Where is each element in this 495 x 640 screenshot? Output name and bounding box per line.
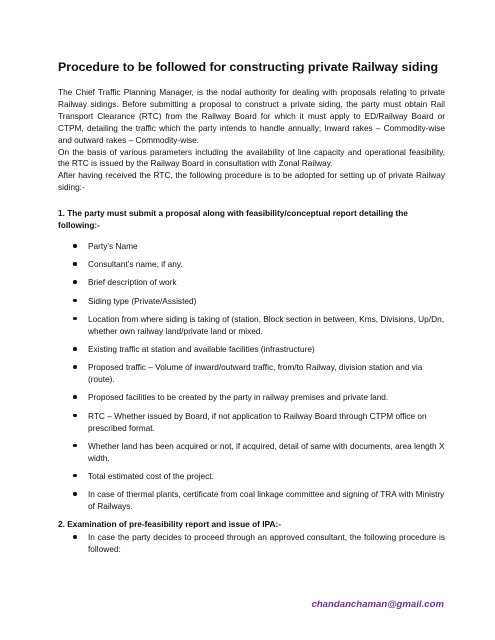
bullet-icon bbox=[73, 365, 77, 369]
section-2-heading: 2. Examination of pre-feasibility report and issue of IPA:- bbox=[58, 519, 281, 529]
section-2-list-item bbox=[58, 531, 445, 555]
list-item bbox=[58, 343, 445, 355]
bullet-icon bbox=[73, 444, 77, 448]
list-item-text: Existing traffic at station and available facilities (infrastructure) bbox=[88, 343, 315, 354]
bullet-icon bbox=[73, 535, 77, 539]
list-item bbox=[58, 361, 445, 385]
list-item bbox=[58, 391, 445, 403]
bullet-icon bbox=[73, 317, 77, 321]
bullet-icon bbox=[73, 395, 77, 399]
intro-paragraph: The Chief Traffic Planning Manager, is the nodal authority for dealing with proposals relating to private Railway sidings. Before submitting a proposal to construct a private siding, the party must obtain Rail Transport Clearance (RTC) from the Railway Board for which it must apply to ED/Railway Board or CTPM, detailing the traffic which the party intends to handle annually; Inward rakes – Commodity-wise and outward rakes – Commodity-wise. bbox=[58, 87, 445, 145]
bullet-icon bbox=[73, 492, 77, 496]
list-item-text: Proposed traffic – Volume of inward/outward traffic, from/to Railway, division station and via (route). bbox=[88, 362, 423, 385]
list-item bbox=[58, 470, 445, 482]
bullet-icon bbox=[73, 474, 77, 478]
intro-paragraph: On the basis of various parameters including the availability of line capacity and operational feasibility, the RTC is issued by the Railway Board in consultation with Zonal Railway. bbox=[58, 146, 445, 169]
section-1-heading: 1. The party must submit a proposal along with feasibility/conceptual report detailing the following:- bbox=[58, 208, 408, 230]
bullet-icon bbox=[73, 280, 77, 284]
bullet-icon bbox=[73, 299, 77, 303]
list-item bbox=[58, 488, 445, 512]
list-item-text: In case the party decides to proceed through an approved consultant, the following procedure is followed: bbox=[88, 532, 445, 554]
intro-text bbox=[58, 87, 445, 194]
bullet-icon bbox=[73, 262, 77, 266]
list-item bbox=[58, 313, 445, 337]
list-item bbox=[58, 295, 445, 307]
list-item-text: Siding type (Private/Assisted) bbox=[88, 295, 197, 306]
document-title: Procedure to be followed for constructing private Railway siding bbox=[58, 60, 439, 74]
list-item bbox=[58, 440, 445, 464]
list-item-text: Party’s Name bbox=[88, 241, 138, 251]
bullet-icon bbox=[73, 244, 77, 248]
intro-paragraph: After having received the RTC, the following procedure is to be adopted for setting up of private Railway siding:- bbox=[58, 170, 445, 193]
list-item-text: Whether land has been acquired or not, if acquired, detail of same with documents, area length X width. bbox=[88, 440, 445, 463]
list-item-text: In case of thermal plants, certificate from coal linkage committee and signing of TRA with Ministry of Railways. bbox=[88, 489, 445, 512]
list-item-text: Consultant’s name, if any. bbox=[88, 259, 183, 270]
bullet-icon bbox=[73, 414, 77, 418]
list-item bbox=[58, 276, 445, 288]
list-item bbox=[58, 410, 445, 434]
list-item-text: Location from where siding is taking of (station, Block section in between, Kms, Divisions, Up/Dn, whether own railway land/private land or mixed. bbox=[88, 313, 445, 336]
list-item-text: Proposed facilities to be created by the party in railway premises and private land. bbox=[88, 392, 389, 403]
list-item bbox=[58, 258, 445, 270]
list-item-text: Total estimated cost of the project. bbox=[88, 470, 214, 481]
footer-email: chandanchaman@gmail.com bbox=[311, 599, 444, 610]
bullet-icon bbox=[73, 347, 77, 351]
list-item-text: Brief description of work bbox=[88, 277, 177, 288]
section-1-list bbox=[58, 240, 445, 518]
list-item-text: RTC – Whether issued by Board, if not application to Railway Board through CTPM office on prescribed format. bbox=[88, 410, 427, 433]
list-item bbox=[58, 240, 445, 252]
